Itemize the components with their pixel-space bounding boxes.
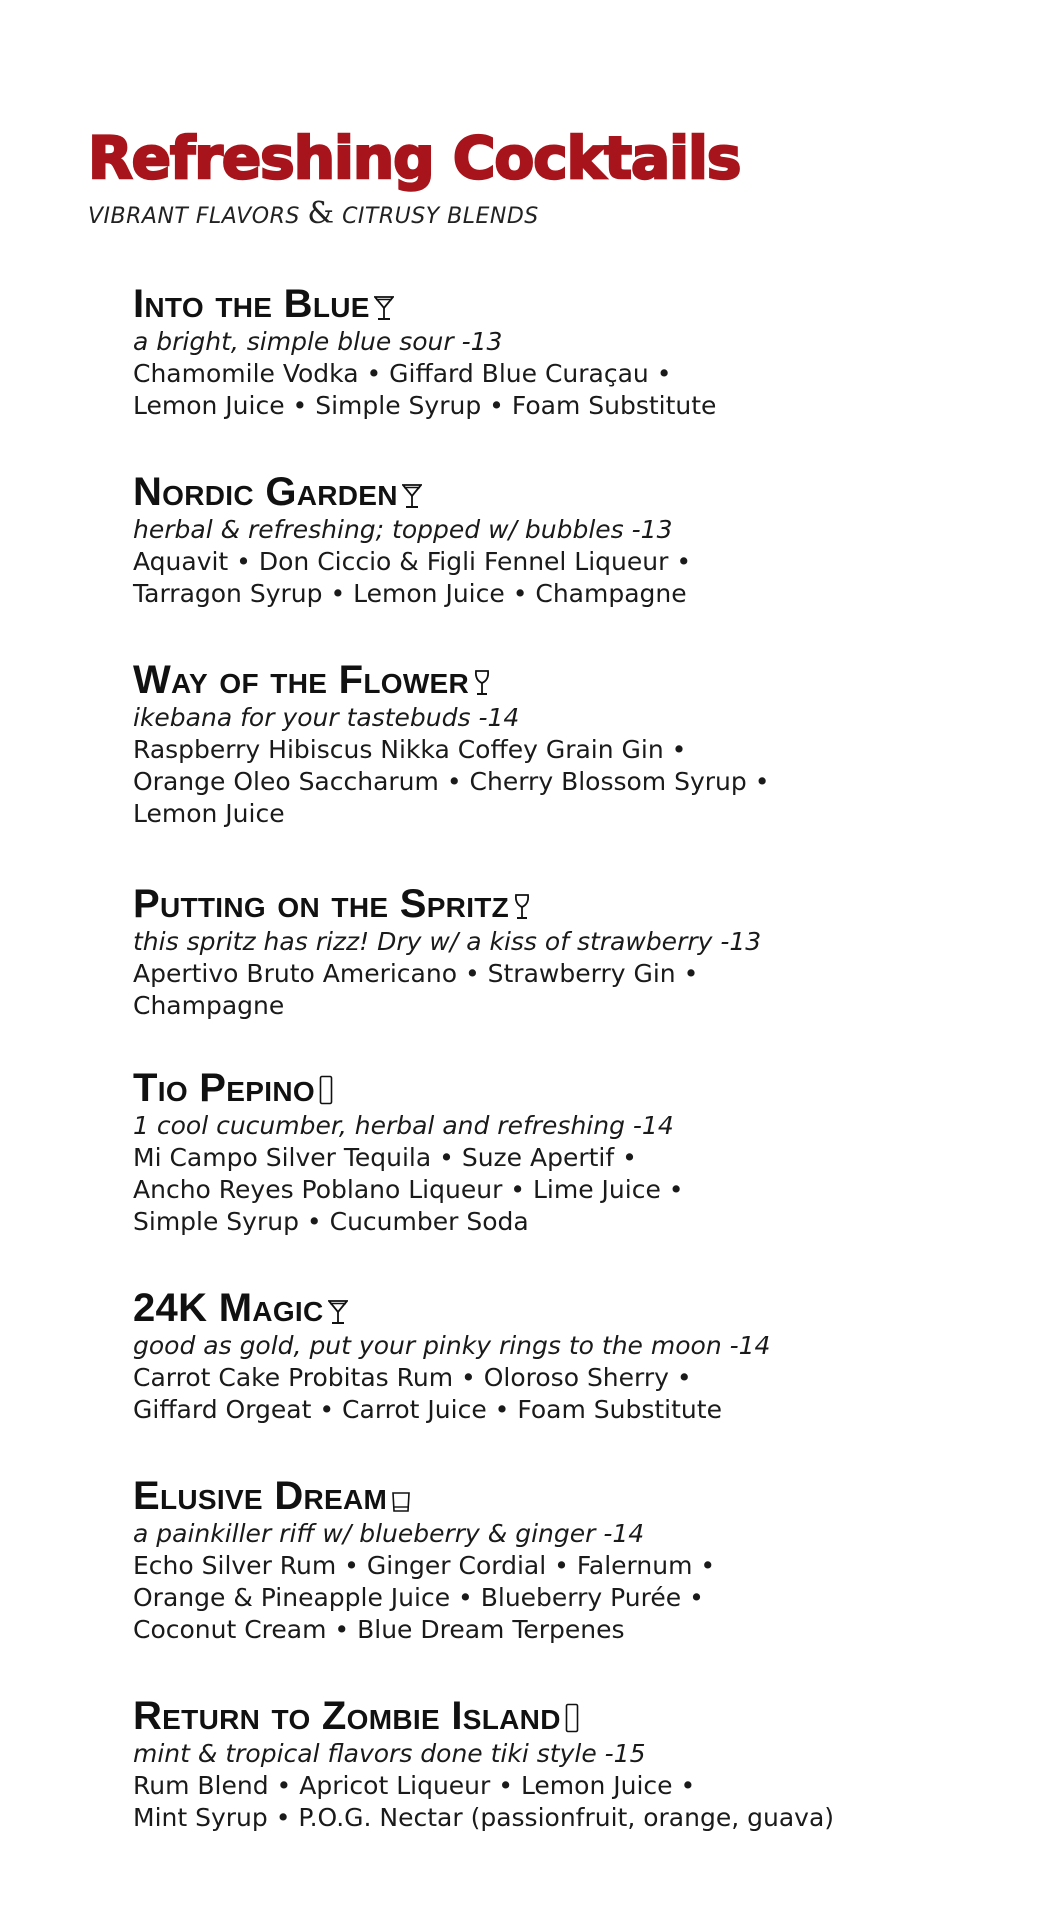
cocktail-description: a painkiller riff w/ blueberry & ginger -14 <box>133 1519 645 1548</box>
cocktail-item <box>133 1694 993 1834</box>
ingredient-line: Rum Blend • Apricot Liqueur • Lemon Juice • <box>133 1771 696 1800</box>
cocktail-description: mint & tropical flavors done tiki style -15 <box>133 1739 646 1768</box>
ingredient-line: Chamomile Vodka • Giffard Blue Curaçau • <box>133 359 672 388</box>
cocktail-description: this spritz has rizz! Dry w/ a kiss of strawberry -13 <box>133 927 762 956</box>
cocktail-name-text: 24K Magic <box>133 1286 324 1330</box>
ingredient-line: Carrot Cake Probitas Rum • Oloroso Sherry • <box>133 1363 692 1392</box>
ingredient-line: Raspberry Hibiscus Nikka Coffey Grain Gin • <box>133 735 687 764</box>
wine-glass-icon <box>473 669 491 697</box>
ingredient-line: Orange & Pineapple Juice • Blueberry Purée • <box>133 1583 704 1612</box>
ingredient-line: Aquavit • Don Ciccio & Figli Fennel Liqueur • <box>133 547 692 576</box>
cocktail-name <box>133 1474 993 1518</box>
rocks-glass-icon <box>391 1491 411 1513</box>
ingredient-line: Mi Campo Silver Tequila • Suze Apertif • <box>133 1143 637 1172</box>
ingredient-line: Echo Silver Rum • Ginger Cordial • Falernum • <box>133 1551 716 1580</box>
cocktail-name-text: Return to Zombie Island <box>133 1694 561 1738</box>
cocktail-name-text: Elusive Dream <box>133 1474 388 1518</box>
cocktail-item <box>133 282 993 422</box>
subtitle-part-2: CITRUSY BLENDS <box>342 204 539 229</box>
subtitle-ampersand: & <box>307 196 335 231</box>
ingredient-line: Champagne <box>133 991 285 1020</box>
highball-glass-icon <box>565 1703 579 1733</box>
cocktail-ingredients <box>133 1142 993 1238</box>
page-subtitle <box>88 196 740 231</box>
cocktail-name <box>133 658 993 702</box>
cocktail-name <box>133 282 993 326</box>
cocktail-name <box>133 1066 993 1110</box>
cocktail-item <box>133 1474 993 1646</box>
subtitle-part-1: VIBRANT FLAVORS <box>88 204 300 229</box>
cocktail-description: 1 cool cucumber, herbal and refreshing -14 <box>133 1111 674 1140</box>
cocktail-ingredients <box>133 734 993 830</box>
cocktail-ingredients <box>133 1770 993 1834</box>
martini-glass-icon <box>328 1299 348 1325</box>
cocktail-list <box>133 282 993 1882</box>
cocktail-name-text: Putting on the Spritz <box>133 882 510 926</box>
cocktail-description: ikebana for your tastebuds -14 <box>133 703 520 732</box>
wine-glass-icon <box>513 893 531 921</box>
ingredient-line: Ancho Reyes Poblano Liqueur • Lime Juice • <box>133 1175 684 1204</box>
cocktail-item <box>133 658 993 830</box>
martini-glass-icon <box>402 483 422 509</box>
cocktail-item <box>133 470 993 610</box>
ingredient-line: Giffard Orgeat • Carrot Juice • Foam Substitute <box>133 1395 722 1424</box>
cocktail-name-text: Into the Blue <box>133 282 370 326</box>
cocktail-description: good as gold, put your pinky rings to the moon -14 <box>133 1331 771 1360</box>
ingredient-line: Lemon Juice <box>133 799 285 828</box>
martini-glass-icon <box>374 295 394 321</box>
cocktail-ingredients <box>133 1362 993 1426</box>
cocktail-name <box>133 882 993 926</box>
ingredient-line: Orange Oleo Saccharum • Cherry Blossom Syrup • <box>133 767 770 796</box>
page-title: Refreshing Cocktails <box>88 124 741 192</box>
ingredient-line: Mint Syrup • P.O.G. Nectar (passionfruit, orange, guava) <box>133 1803 835 1832</box>
ingredient-line: Lemon Juice • Simple Syrup • Foam Substitute <box>133 391 717 420</box>
ingredient-line: Simple Syrup • Cucumber Soda <box>133 1207 529 1236</box>
cocktail-name-text: Nordic Garden <box>133 470 398 514</box>
cocktail-name <box>133 1694 993 1738</box>
cocktail-ingredients <box>133 546 993 610</box>
ingredient-line: Apertivo Bruto Americano • Strawberry Gin • <box>133 959 699 988</box>
cocktail-name-text: Tio Pepino <box>133 1066 315 1110</box>
cocktail-item <box>133 1286 993 1426</box>
cocktail-name <box>133 470 993 514</box>
cocktail-name-text: Way of the Flower <box>133 658 470 702</box>
highball-glass-icon <box>319 1075 333 1105</box>
cocktail-name <box>133 1286 993 1330</box>
ingredient-line: Tarragon Syrup • Lemon Juice • Champagne <box>133 579 687 608</box>
menu-header <box>88 126 740 231</box>
cocktail-description: herbal & refreshing; topped w/ bubbles -13 <box>133 515 673 544</box>
cocktail-ingredients <box>133 1550 993 1646</box>
cocktail-ingredients <box>133 358 993 422</box>
cocktail-ingredients <box>133 958 993 1022</box>
ingredient-line: Coconut Cream • Blue Dream Terpenes <box>133 1615 625 1644</box>
cocktail-description: a bright, simple blue sour -13 <box>133 327 503 356</box>
cocktail-item <box>133 882 993 1022</box>
cocktail-item <box>133 1066 993 1238</box>
